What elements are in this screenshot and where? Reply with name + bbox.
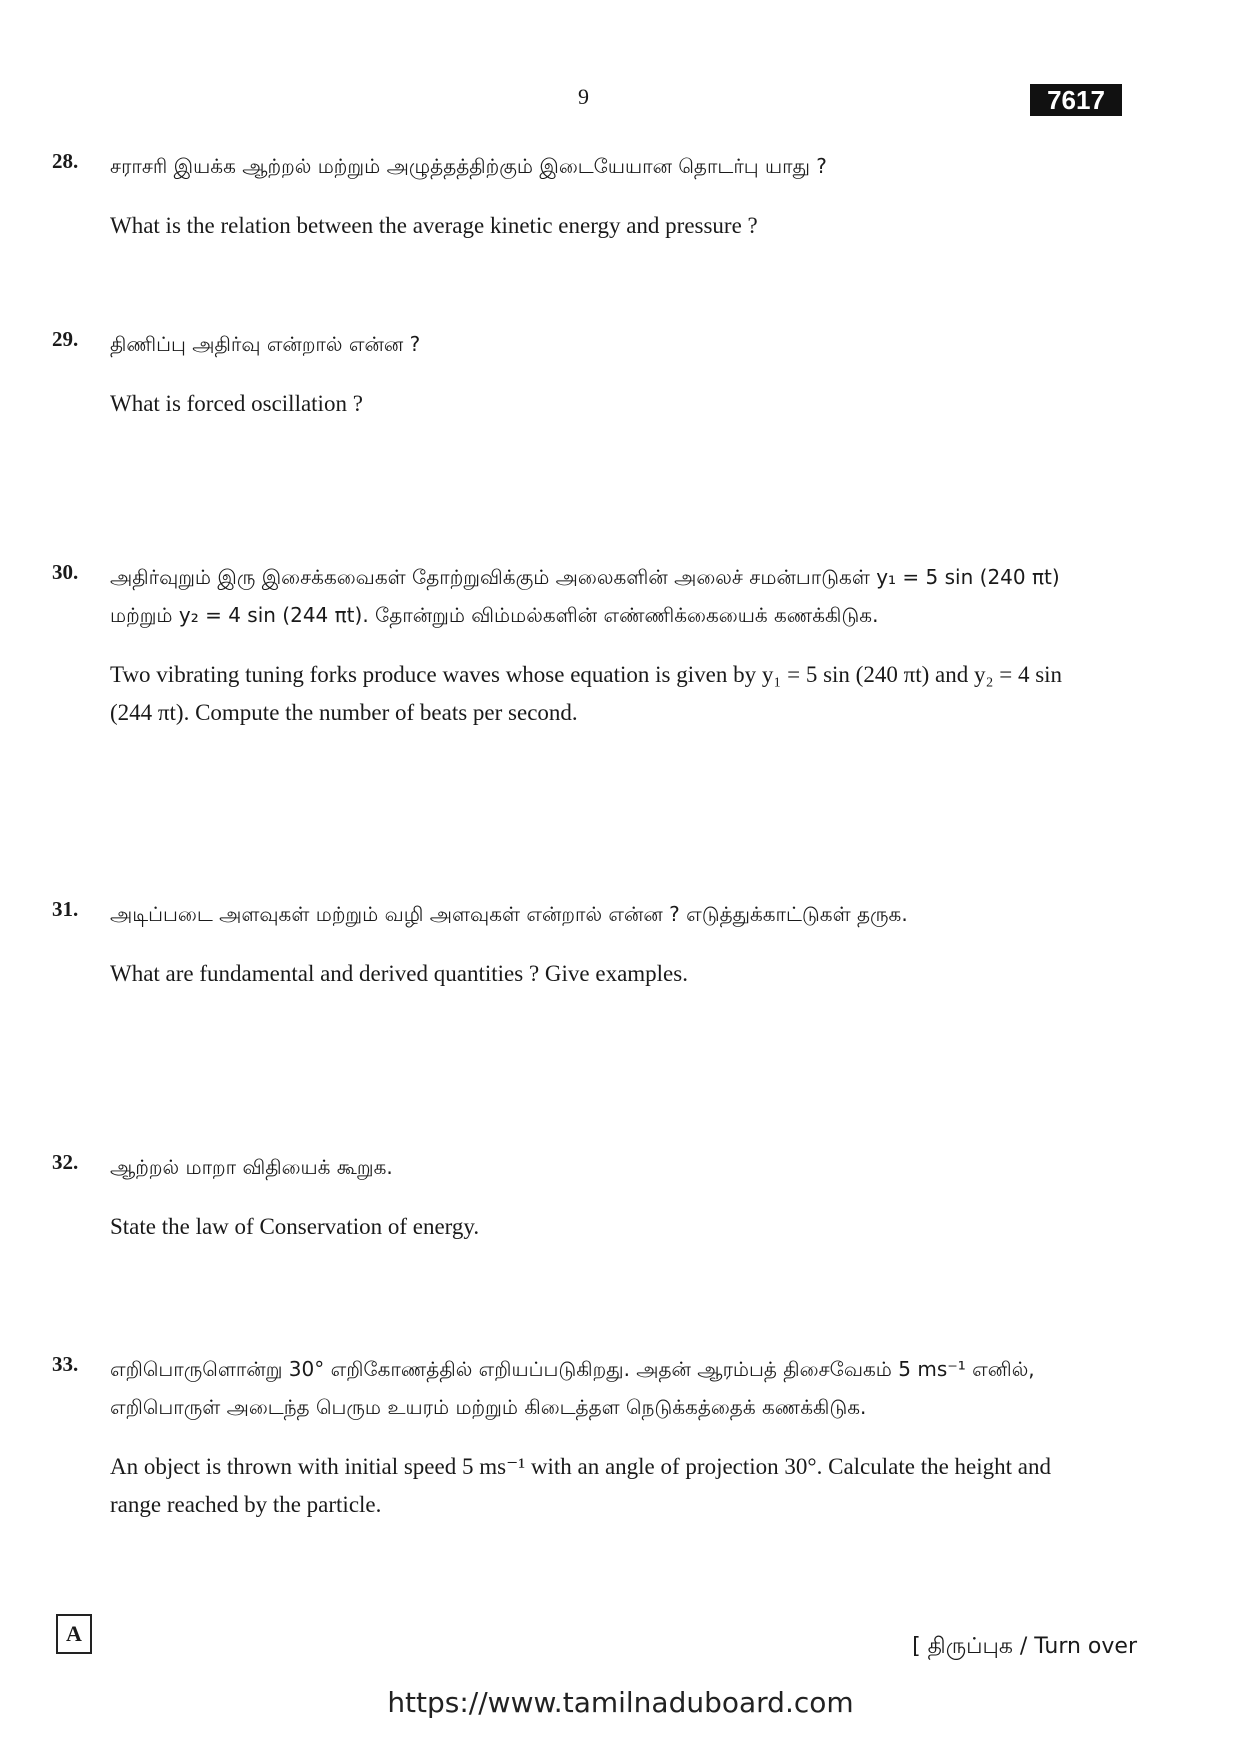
question-tamil-text: அடிப்படை அளவுகள் மற்றும் வழி அளவுகள் என்றால் என்ன ? எடுத்துக்காட்டுகள் தருக. xyxy=(110,902,908,926)
question-number: 28. xyxy=(52,149,79,173)
question-30 xyxy=(52,558,1092,732)
question-english-text: What are fundamental and derived quantities ? Give examples. xyxy=(110,961,688,986)
question-english-text: What is the relation between the average kinetic energy and pressure ? xyxy=(110,213,758,238)
question-number: 33. xyxy=(52,1352,79,1376)
question-english-text: Two vibrating tuning forks produce waves whose equation is given by y₁ = 5 sin (240 πt) and y₂ = 4 sin (244 πt). Compute the number of beats per second. xyxy=(110,662,1063,725)
question-tamil-text: அதிர்வுறும் இரு இசைக்கவைகள் தோற்றுவிக்கும் அலைகளின் அலைச் சமன்பாடுகள் y₁ = 5 sin (240 πt) மற்றும் y₂ = 4 sin (244 πt). தோன்றும் விம்மல்களின் எண்ணிக்கையைக் கணக்கிடுக. xyxy=(110,565,1060,627)
question-tamil-text: திணிப்பு அதிர்வு என்றால் என்ன ? xyxy=(110,332,421,356)
question-number: 31. xyxy=(52,897,79,921)
section-mark-box: A xyxy=(56,1614,92,1654)
turn-over-note: [ திருப்புக / Turn over xyxy=(912,1634,1137,1659)
question-english-text: An object is thrown with initial speed 5 ms⁻¹ with an angle of projection 30°. Calculate the height and range reached by the particle. xyxy=(110,1454,1052,1517)
paper-code-badge: 7617 xyxy=(1030,84,1122,116)
question-31 xyxy=(52,895,1092,993)
question-28 xyxy=(52,147,1092,245)
question-33 xyxy=(52,1350,1092,1524)
question-tamil-text: எறிபொருளொன்று 30° எறிகோணத்தில் எறியப்படுகிறது. அதன் ஆரம்பத் திசைவேகம் 5 ms⁻¹ எனில், எறிபொருள் அடைந்த பெரும உயரம் மற்றும் கிடைத்தள நெடுக்கத்தைக் கணக்கிடுக. xyxy=(110,1357,1035,1419)
question-number: 32. xyxy=(52,1150,79,1174)
question-32 xyxy=(52,1148,1092,1246)
question-number: 30. xyxy=(52,560,79,584)
question-tamil-text: சராசரி இயக்க ஆற்றல் மற்றும் அழுத்தத்திற்கும் இடையேயான தொடர்பு யாது ? xyxy=(110,154,827,178)
page-number: 9 xyxy=(578,84,589,109)
question-english-text: What is forced oscillation ? xyxy=(110,391,363,416)
question-tamil-text: ஆற்றல் மாறா விதியைக் கூறுக. xyxy=(110,1155,393,1179)
question-english-text: State the law of Conservation of energy. xyxy=(110,1214,480,1239)
question-29 xyxy=(52,325,1092,423)
footer-url: https://www.tamilnaduboard.com xyxy=(387,1686,854,1719)
question-number: 29. xyxy=(52,327,79,351)
